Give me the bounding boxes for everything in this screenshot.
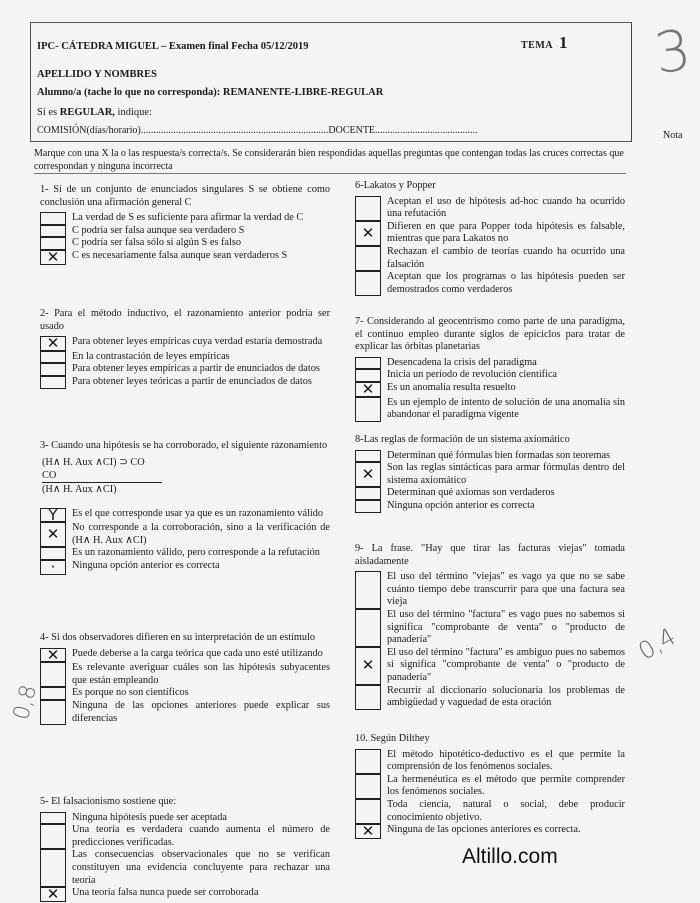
answer-option[interactable] [355, 462, 625, 487]
answer-option[interactable] [355, 196, 625, 221]
answer-checkbox[interactable]: ✕ [356, 221, 381, 246]
answer-checkbox[interactable] [356, 685, 381, 710]
nota-label: Nota [663, 130, 683, 141]
question-9 [355, 543, 625, 710]
question-text: 6-Lakatos y Popper [355, 180, 436, 191]
option-text: Son las reglas sintácticas para armar fórmulas dentro del sistema axiomático [387, 462, 625, 486]
handwritten-score-left: 0,8 [8, 682, 43, 723]
answer-option[interactable] [355, 369, 625, 382]
answer-option[interactable] [355, 271, 625, 296]
answer-option[interactable] [355, 609, 625, 647]
option-text: El uso del término "viejas" es vago ya que no se sabe cuánto tiempo debe transcurrir para que una factura sea vieja [387, 571, 625, 608]
option-text: Ninguna opción anterior es correcta [72, 559, 220, 571]
handwritten-score-right: 0,4 [633, 622, 681, 666]
tema: TEMA 1 [521, 33, 568, 52]
answer-option[interactable] [40, 336, 330, 351]
answer-option[interactable] [355, 246, 625, 271]
regular-line: Si es REGULAR, indique: [37, 107, 152, 118]
option-text: Es un anomalía resulta resuelto [387, 381, 516, 393]
question-text: 7- Considerando al geocentrismo como parte de una paradigma, el continuo empleo durante siglos de epiciclos para tratar de explicar las órbitas planetarias [355, 316, 625, 353]
option-text: Las consecuencias observacionales que no se verifican constituyen una evidencia concluyente para rechazar una teoría [72, 849, 330, 886]
option-text: La hermenéutica es el método que permite comprender los fenómenos sociales. [387, 773, 625, 798]
option-text: Es un ejemplo de intento de solución de una anomalía sin abandonar el paradigma vigente [387, 396, 625, 421]
answer-checkbox[interactable] [356, 799, 381, 824]
option-text: Difieren en que para Popper toda hipótesis es falsable, mientras que para Lakatos no [387, 220, 625, 245]
answer-option[interactable] [40, 557, 330, 576]
answer-checkbox[interactable] [356, 487, 381, 500]
answer-option[interactable] [355, 397, 625, 422]
option-text: Toda ciencia, natural o social, debe producir conocimiento objetivo. [387, 798, 625, 823]
answer-option[interactable] [355, 450, 625, 463]
answer-checkbox[interactable]: ✕ [356, 647, 381, 685]
answer-option[interactable] [40, 887, 330, 902]
option-text: Es el que corresponde usar ya que es un razonamiento válido [72, 507, 324, 519]
option-text: Desencadena la crisis del paradigma [387, 356, 537, 368]
answer-checkbox[interactable]: ✕ [356, 382, 381, 397]
answer-option[interactable] [40, 849, 330, 887]
answer-option[interactable] [355, 487, 625, 500]
answer-checkbox[interactable] [41, 376, 66, 389]
answer-option[interactable] [40, 505, 330, 524]
option-text: Para obtener leyes empíricas a partir de enunciados de datos [72, 363, 320, 375]
answer-checkbox[interactable] [356, 749, 381, 774]
question-text: 4- Si dos observadores difieren en su interpretación de un estímulo [40, 632, 316, 643]
answer-checkbox[interactable] [356, 357, 381, 370]
answer-option[interactable] [40, 351, 330, 364]
answer-checkbox[interactable] [356, 196, 381, 221]
answer-option[interactable] [355, 379, 625, 398]
question-6 [355, 180, 625, 296]
option-text: La verdad de S es suficiente para afirmar la verdad de C [72, 212, 304, 224]
answer-option[interactable] [40, 687, 330, 700]
answer-option[interactable] [40, 376, 330, 389]
option-text: Es relevante averiguar cuáles son las hipótesis subyacentes que están empleando [72, 662, 330, 686]
option-text: Es porque no son científicos [72, 687, 189, 699]
answer-option[interactable] [355, 824, 625, 839]
option-text: C es necesariamente falsa aunque sean verdaderos S [72, 249, 288, 261]
answer-checkbox[interactable] [41, 225, 66, 238]
answer-checkbox[interactable] [356, 609, 381, 647]
answer-checkbox[interactable] [41, 812, 66, 825]
answer-checkbox[interactable] [356, 397, 381, 422]
answer-checkbox[interactable] [356, 246, 381, 271]
answer-option[interactable] [40, 237, 330, 250]
answer-option[interactable] [40, 522, 330, 547]
answer-checkbox[interactable]: ✕ [356, 824, 381, 839]
question-5 [40, 796, 330, 902]
apellido-label: APELLIDO Y NOMBRES [37, 69, 157, 80]
instructions: Marque con una X la o las respuesta/s correcta/s. Se considerarán bien respondidas aquellas preguntas que contengan todas las cruces correctas que correspondan y ninguna incorrecta [34, 147, 626, 174]
answer-checkbox[interactable]: ✕ [41, 648, 66, 663]
answer-checkbox[interactable]: ✕ [41, 250, 66, 265]
answer-checkbox[interactable] [41, 824, 66, 849]
option-text: Puede deberse a la carga teórica que cada uno esté utilizando [72, 647, 323, 659]
comision-line: COMISIÓN(días/horario)...........................................................................DOCENTE......................................... [37, 125, 478, 136]
formula [42, 456, 330, 496]
question-text: 10. Según Dilthey [355, 733, 430, 744]
question-8 [355, 434, 625, 513]
answer-option[interactable] [40, 363, 330, 376]
option-text: C podría ser falsa sólo si algún S es falso [72, 237, 242, 249]
answer-option[interactable] [355, 647, 625, 685]
answer-option[interactable] [40, 225, 330, 238]
answer-checkbox[interactable] [41, 351, 66, 364]
answer-option[interactable] [40, 547, 330, 560]
answer-option[interactable] [355, 774, 625, 799]
answer-checkbox[interactable] [356, 500, 381, 513]
question-4 [40, 632, 330, 725]
option-text: Ninguna opción anterior es correcta [387, 499, 535, 511]
question-text: 3- Cuando una hipótesis se ha corroborado, el siguiente razonamiento [40, 440, 328, 451]
option-text: Es un razonamiento válido, pero corresponde a la refutación [72, 547, 320, 559]
question-text: 2- Para el método inductivo, el razonamiento anterior podría ser usado [40, 308, 330, 332]
option-text: El método hipotético-deductivo es el que permite la comprensión de los fenómenos sociales. [387, 748, 625, 773]
option-text: No corresponde a la corroboración, sino a la verificación de (H∧ H. Aux ∧CI) [72, 522, 330, 546]
question-3 [40, 440, 330, 575]
formula-line: (H∧ H. Aux ∧CI) [42, 483, 117, 495]
answer-checkbox[interactable] [356, 571, 381, 609]
watermark: Altillo.com [462, 845, 558, 868]
formula-line: CO [42, 469, 162, 483]
option-text: El uso del término "factura" es vago pues no sabemos si significa "comprobante de venta" o "producto de panadería" [387, 608, 625, 646]
question-10 [355, 733, 625, 839]
answer-option[interactable] [355, 799, 625, 824]
answer-option[interactable] [40, 212, 330, 225]
answer-checkbox[interactable] [41, 212, 66, 225]
answer-option[interactable] [355, 749, 625, 774]
option-text: Para obtener leyes teóricas a partir de enunciados de datos [72, 375, 312, 387]
answer-option[interactable] [355, 357, 625, 370]
option-text: Para obtener leyes empíricas cuya verdad estaría demostrada [72, 336, 323, 348]
exam-header [30, 22, 632, 142]
answer-option[interactable] [355, 500, 625, 513]
option-text: C podría ser falsa aunque sea verdadero S [72, 224, 245, 236]
answer-checkbox[interactable] [356, 271, 381, 296]
answer-checkbox[interactable] [356, 774, 381, 799]
tema-number: 1 [559, 33, 568, 52]
answer-checkbox[interactable]: Y [41, 508, 66, 523]
option-text: Ninguna de las opciones anteriores es correcta. [387, 824, 581, 836]
answer-checkbox[interactable] [41, 363, 66, 376]
answer-option[interactable] [40, 247, 330, 266]
answer-checkbox[interactable]: ✕ [41, 522, 66, 547]
option-text: Ninguna hipótesis puede ser aceptada [72, 811, 227, 823]
option-text: Rechazan el cambio de teorías cuando ha ocurrido una falsación [387, 245, 625, 270]
option-text: Ninguna de las opciones anteriores puede explicar sus diferencias [72, 699, 330, 724]
answer-option[interactable] [355, 221, 625, 246]
handwritten-grade: 3 [650, 17, 695, 88]
question-1 [40, 184, 330, 265]
answer-checkbox[interactable]: ✕ [41, 336, 66, 351]
question-2 [40, 308, 330, 389]
answer-checkbox[interactable]: ✕ [356, 462, 381, 487]
option-text: Aceptan que los programas o las hipótesis pueden ser demostrados como verdaderos [387, 271, 625, 295]
option-text: Determinan qué axiomas son verdaderos [387, 487, 555, 499]
question-text: 5- El falsacionismo sostiene que: [40, 796, 177, 807]
answer-option[interactable] [40, 662, 330, 687]
answer-checkbox[interactable]: · [41, 560, 66, 575]
answer-option[interactable] [355, 571, 625, 609]
question-text: 8-Las reglas de formación de un sistema axiomático [355, 434, 570, 445]
answer-option[interactable] [40, 824, 330, 849]
exam-title: IPC- CÁTEDRA MIGUEL – Examen final Fecha 05/12/2019 [37, 41, 309, 52]
option-text: Recurrir al diccionario solucionaría los problemas de ambigüedad y vaguedad de esta oración [387, 684, 625, 709]
answer-option[interactable] [40, 645, 330, 664]
alumno-line: Alumno/a (tache lo que no corresponda): REMANENTE-LIBRE-REGULAR [37, 87, 384, 98]
option-text: Aceptan el uso de hipótesis ad-hoc cuando ha ocurrido una refutación [387, 195, 625, 220]
option-text: Una teoría falsa nunca puede ser corroborada [72, 887, 259, 899]
answer-checkbox[interactable]: ✕ [41, 887, 66, 902]
answer-option[interactable] [355, 685, 625, 710]
question-7 [355, 316, 625, 422]
question-text: 1- Si de un conjunto de enunciados singulares S se obtiene como conclusión una afirmación general C [40, 184, 330, 208]
option-text: En la contrastación de leyes empíricas [72, 350, 230, 362]
answer-checkbox[interactable] [41, 687, 66, 700]
answer-option[interactable] [40, 812, 330, 825]
option-text: Determinan qué fórmulas bien formadas son teoremas [387, 449, 611, 461]
option-text: Inicia un período de revolución científica [387, 369, 558, 381]
answer-checkbox[interactable] [41, 662, 66, 687]
option-text: El uso del término "factura" es ambiguo pues no sabemos si significa "comprobante de venta" o "producto de panadería" [387, 646, 625, 683]
question-text: 9- La frase. "Hay que tirar las facturas viejas" tomada aisladamente [355, 543, 625, 567]
formula-line: (H∧ H. Aux ∧CI) ⊃ CO [42, 456, 145, 468]
answer-checkbox[interactable] [41, 700, 66, 725]
answer-checkbox[interactable] [356, 450, 381, 463]
option-text: Una teoría es verdadera cuando aumenta el número de predicciones verificadas. [72, 824, 330, 848]
answer-option[interactable] [40, 700, 330, 725]
answer-checkbox[interactable] [41, 849, 66, 887]
